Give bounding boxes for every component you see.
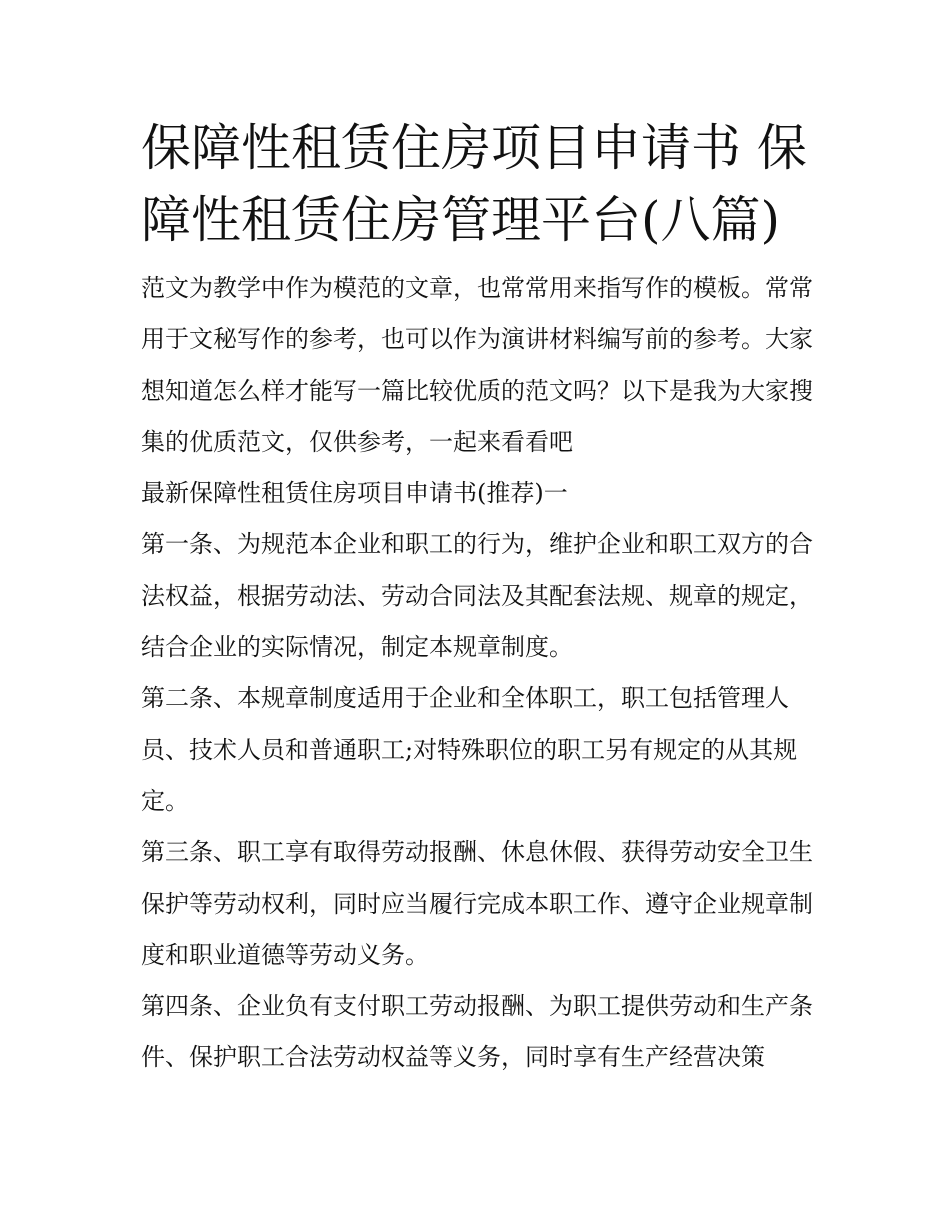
article-2-paragraph: 第二条、本规章制度适用于企业和全体职工，职工包括管理人员、技术人员和普通职工;对特殊职位的职工另有规定的从其规定。	[141, 684, 798, 815]
document-title: 保障性租赁住房项目申请书 保障性租赁住房管理平台(八篇)	[141, 119, 807, 249]
article-1-paragraph: 第一条、为规范本企业和职工的行为，维护企业和职工双方的合法权益，根据劳动法、劳动合同法及其配套法规、规章的规定，结合企业的实际情况，制定本规章制度。	[141, 530, 813, 662]
document-content	[141, 112, 813, 1084]
document-body	[141, 263, 813, 1084]
intro-paragraph: 范文为教学中作为模范的文章，也常常用来指写作的模板。常常用于文秘写作的参考，也可以作为演讲材料编写前的参考。大家想知道怎么样才能写一篇比较优质的范文吗？以下是我为大家搜集的优质范文，仅供参考，一起来看看吧	[141, 274, 813, 456]
article-3-paragraph: 第三条、职工享有取得劳动报酬、休息休假、获得劳动安全卫生保护等劳动权利，同时应当履行完成本职工作、遵守企业规章制度和职业道德等劳动义务。	[141, 838, 813, 969]
section-heading: 最新保障性租赁住房项目申请书(推荐)一	[141, 479, 568, 508]
article-4-paragraph: 第四条、企业负有支付职工劳动报酬、为职工提供劳动和生产条件、保护职工合法劳动权益等义务，同时享有生产经营决策	[141, 992, 813, 1072]
